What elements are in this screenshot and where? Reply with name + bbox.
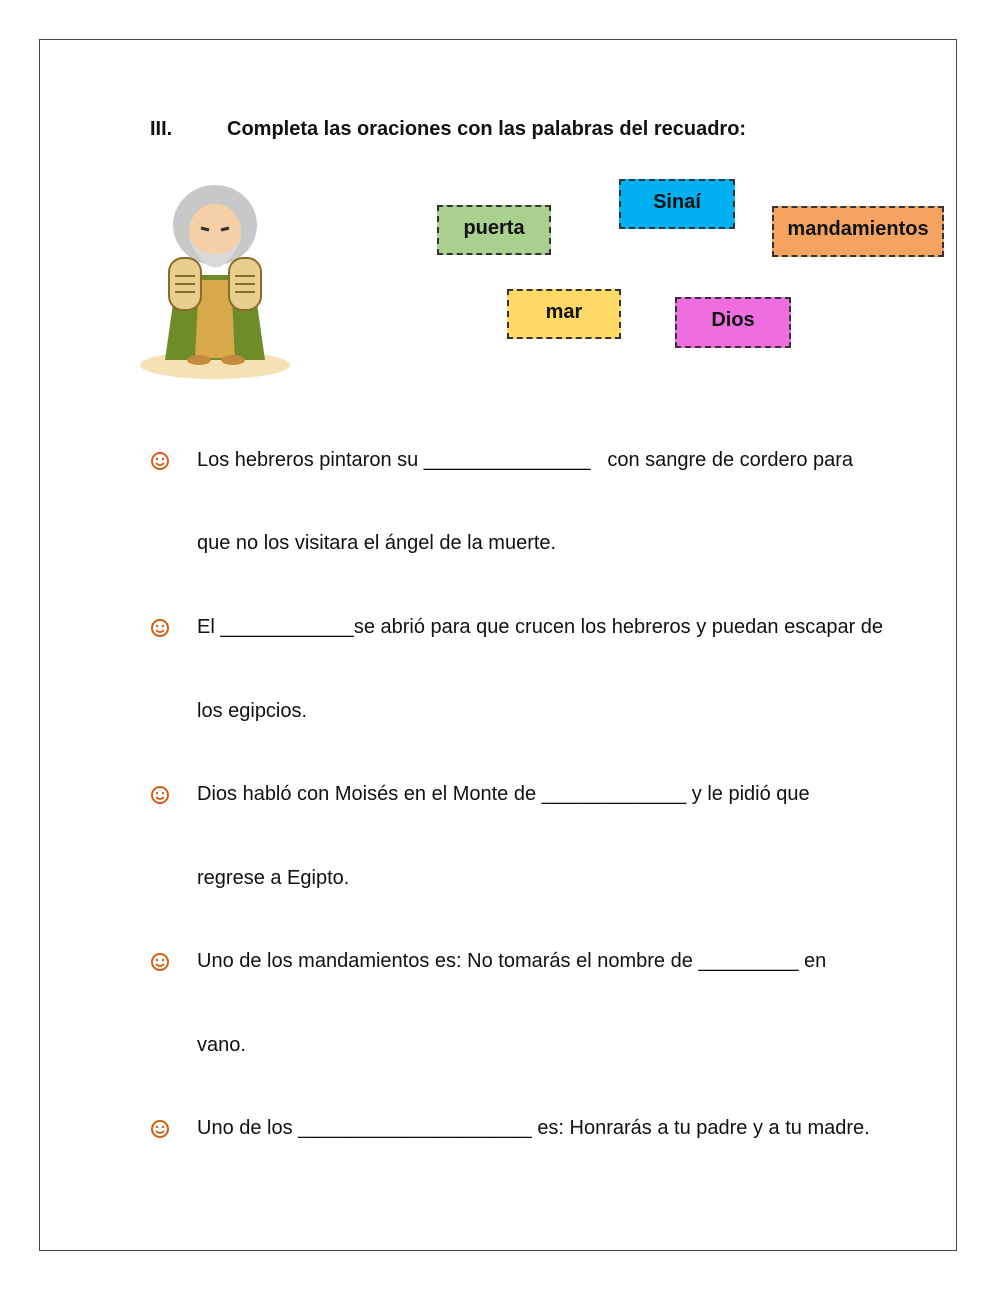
smiley-icon bbox=[150, 451, 170, 471]
word-box-mandamientos[interactable]: mandamientos bbox=[772, 206, 944, 257]
sentence-5-line-1: Uno de los _____________________ es: Honrarás a tu padre y a tu madre. bbox=[197, 1117, 870, 1139]
sentence-4-line-2: vano. bbox=[197, 1034, 246, 1056]
sentence-2-line-1: El ____________se abrió para que crucen los hebreros y puedan escapar de bbox=[197, 616, 884, 638]
word-box-puerta[interactable]: puerta bbox=[437, 205, 551, 255]
instructions-heading: Completa las oraciones con las palabras del recuadro: bbox=[227, 118, 747, 140]
sentence-3-line-1: Dios habló con Moisés en el Monte de _____________ y le pidió que bbox=[197, 783, 810, 805]
smiley-icon bbox=[150, 952, 170, 972]
sentence-4-line-1: Uno de los mandamientos es: No tomarás el nombre de _________ en bbox=[197, 950, 827, 972]
word-box-dios[interactable]: Dios bbox=[675, 297, 791, 348]
moses-illustration bbox=[137, 180, 292, 385]
sentence-1-line-2: que no los visitara el ángel de la muerte. bbox=[197, 532, 557, 554]
word-box-mar[interactable]: mar bbox=[507, 289, 621, 339]
sentence-3-line-2: regrese a Egipto. bbox=[197, 867, 350, 889]
smiley-icon bbox=[150, 618, 170, 638]
sentence-1-line-1: Los hebreros pintaron su _______________ con sangre de cordero para bbox=[197, 449, 854, 471]
sentence-2-line-2: los egipcios. bbox=[197, 700, 308, 722]
smiley-icon bbox=[150, 785, 170, 805]
section-number: III. bbox=[150, 118, 173, 140]
word-box-sinai[interactable]: Sinaí bbox=[619, 179, 735, 229]
smiley-icon bbox=[150, 1119, 170, 1139]
